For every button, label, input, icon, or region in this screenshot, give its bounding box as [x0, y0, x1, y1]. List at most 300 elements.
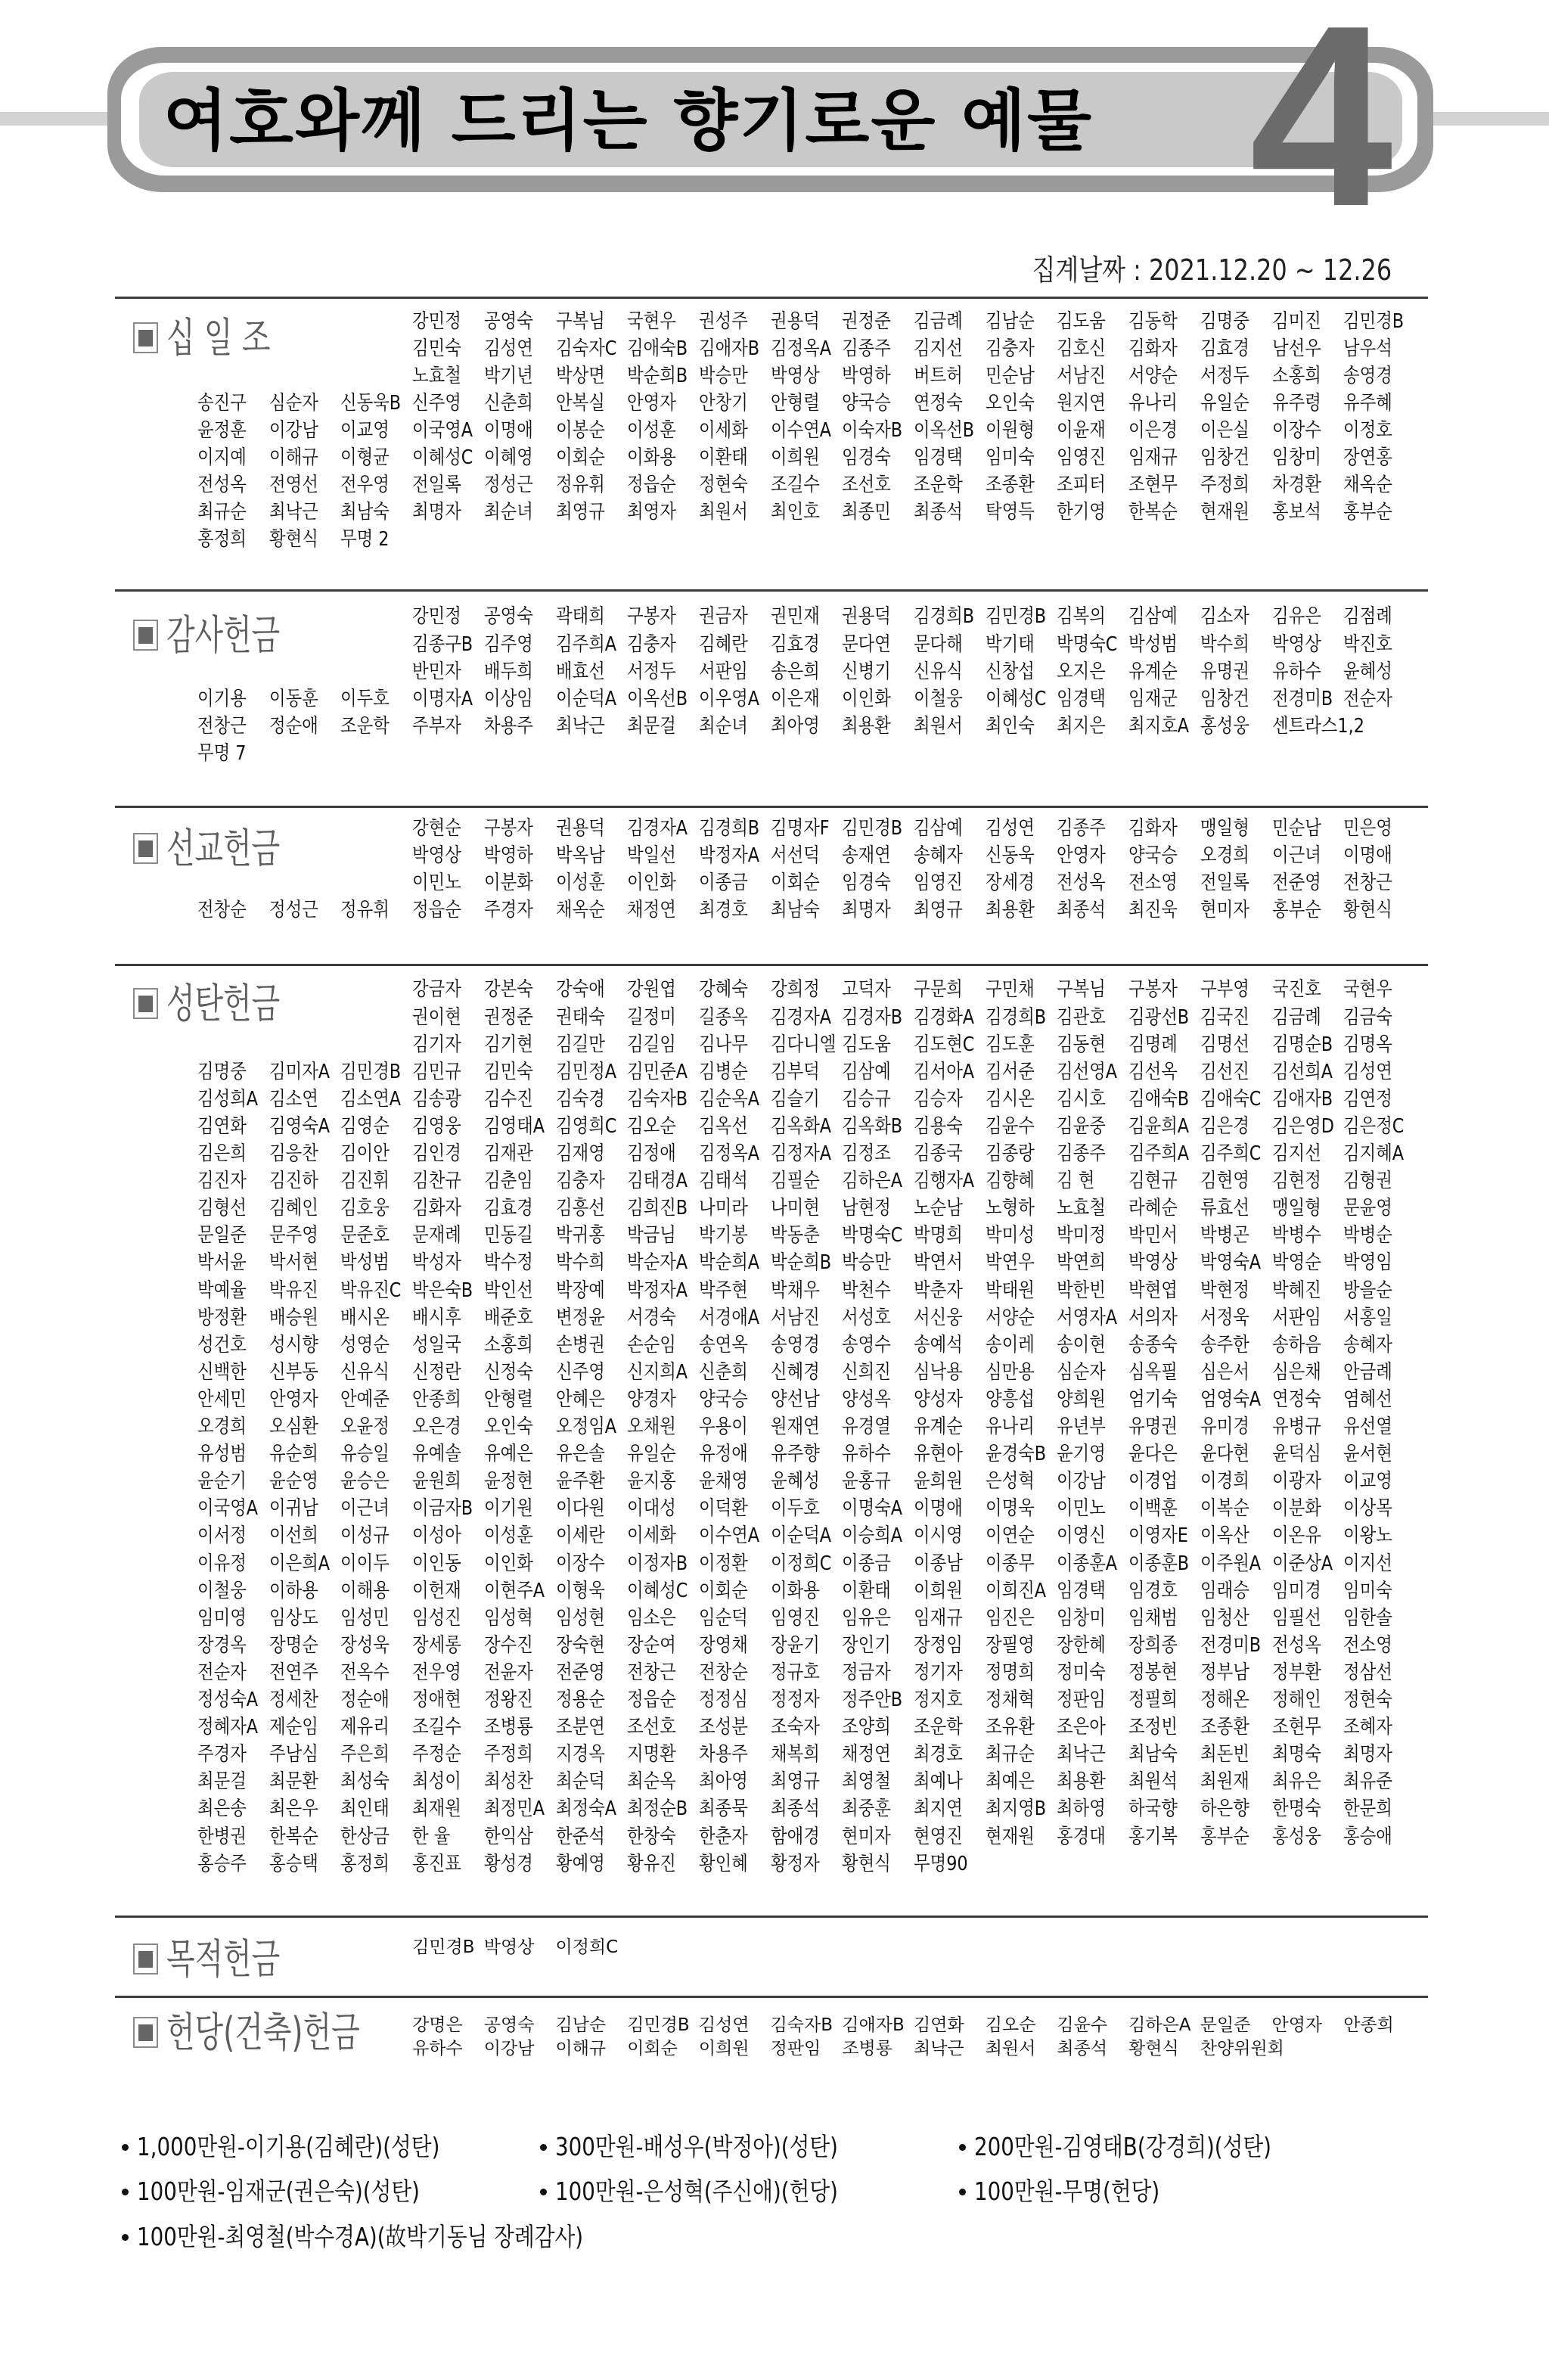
- donor-name: 문다연: [842, 632, 892, 656]
- donor-name: 김영태A: [483, 1114, 545, 1138]
- donor-name: 신창섭: [985, 660, 1035, 683]
- donor-name: 최원서: [914, 715, 963, 738]
- donor-name: 서성호: [842, 1306, 892, 1329]
- bullet-icon: [540, 2144, 547, 2151]
- donor-name: 라혜순: [1128, 1197, 1178, 1220]
- donor-name: 양선남: [770, 1387, 820, 1411]
- donor-name: 박기태: [985, 632, 1035, 656]
- donor-name: 서홍일: [1343, 1306, 1392, 1329]
- donor-name: 임경택: [914, 446, 963, 470]
- donor-name: 박영상: [770, 365, 820, 388]
- donor-name: 김소자: [1200, 605, 1249, 629]
- donor-name: 김경자A: [627, 817, 688, 840]
- donor-name: 김명중: [197, 1060, 247, 1083]
- donor-name: 구봉자: [627, 605, 676, 629]
- donor-name: 구복님: [555, 310, 605, 334]
- donor-name: 성시향: [269, 1333, 318, 1356]
- donor-name: 임성민: [340, 1606, 390, 1630]
- donor-name: 이은재: [770, 688, 820, 710]
- donor-name: 유명권: [1128, 1415, 1178, 1438]
- donor-name: 유순희: [269, 1443, 318, 1466]
- donor-name: 조운학: [340, 715, 390, 738]
- donor-name: 안형렬: [770, 392, 820, 415]
- donor-name: 최명자: [1343, 1743, 1392, 1766]
- donor-name: 손병권: [555, 1333, 605, 1356]
- donor-name: 이혜성C: [627, 1579, 688, 1602]
- donor-name: 김형선: [197, 1197, 247, 1220]
- donation-note-text: 200만원-김영태B(강경희)(성탄): [974, 2132, 1271, 2161]
- donor-name: 장순여: [627, 1633, 676, 1657]
- donor-name: 조운학: [914, 1716, 963, 1739]
- donor-name: 임성진: [412, 1606, 461, 1630]
- donor-name: 김화자: [1128, 817, 1178, 840]
- donor-name: 홍승애: [1343, 1825, 1392, 1848]
- donor-name: 박서현: [269, 1251, 318, 1275]
- donor-name: 신지희A: [627, 1360, 688, 1384]
- donor-name: 최인태: [340, 1797, 390, 1821]
- donor-name: 이민노: [412, 872, 461, 895]
- donor-name: 황현식: [269, 528, 318, 552]
- donor-name: 정애현: [412, 1689, 461, 1711]
- donor-name: 김성연: [1343, 1060, 1392, 1083]
- donor-name: 김현정: [1271, 1170, 1321, 1193]
- donor-name: 강민정: [412, 310, 461, 334]
- donor-name: 박춘자: [914, 1279, 963, 1302]
- donor-name: 문윤영: [1343, 1197, 1392, 1220]
- donor-name: 이기용: [197, 688, 247, 710]
- donor-name: 우용이: [698, 1415, 748, 1438]
- donor-name: 김효경: [770, 632, 820, 656]
- donor-name: 송영경: [1343, 365, 1392, 388]
- donor-name: 전창근: [197, 715, 247, 738]
- donor-name: 조길수: [412, 1716, 461, 1739]
- donor-name: 김시호: [1057, 1087, 1107, 1111]
- donor-name: 센트라스1,2: [1271, 715, 1364, 738]
- donor-name: 송혜자: [914, 844, 963, 868]
- donor-name: 김 현: [1057, 1170, 1095, 1193]
- donor-name: 유경열: [842, 1415, 892, 1438]
- donor-name: 정세찬: [269, 1689, 318, 1711]
- donor-name: 김시온: [985, 1087, 1035, 1111]
- donor-name: 송영경: [770, 1333, 820, 1356]
- donor-name: 유주혜: [1343, 392, 1392, 415]
- donor-name: 배시후: [412, 1306, 461, 1329]
- donor-name: 이환태: [842, 1579, 892, 1602]
- donor-name: 이화용: [770, 1579, 820, 1602]
- donor-name: 권금자: [698, 605, 748, 629]
- donor-name: 정명희: [985, 1661, 1035, 1684]
- donor-name: 전준영: [1271, 872, 1321, 895]
- donor-name: 최문환: [269, 1770, 318, 1794]
- donor-name: 김경희B: [914, 605, 975, 629]
- donor-name: 정읍순: [627, 474, 676, 497]
- donor-name: 이이두: [340, 1552, 390, 1575]
- donor-name: 박천수: [842, 1279, 892, 1302]
- donor-name: 문일준: [1200, 2015, 1251, 2036]
- donor-name: 임창건: [1200, 688, 1249, 710]
- donor-name: 이혜성C: [985, 688, 1047, 710]
- donor-name: 채정연: [842, 1743, 892, 1766]
- donor-name: 김성연: [985, 817, 1035, 840]
- donor-name: 이근녀: [340, 1497, 390, 1521]
- donor-name: 강민정: [412, 605, 461, 629]
- donor-name: 황예영: [555, 1852, 605, 1875]
- donor-name: 김오순: [985, 2015, 1036, 2036]
- donor-name: 김기현: [483, 1033, 533, 1056]
- donor-name: 주경자: [483, 899, 533, 922]
- donor-name: 이세화: [698, 419, 748, 443]
- donor-name: 최성숙: [340, 1770, 390, 1794]
- donor-name: 이회순: [555, 446, 605, 470]
- donor-name: 이정자B: [627, 1552, 688, 1575]
- donor-name: 서선덕: [770, 844, 820, 868]
- donor-name: 최원서: [985, 2039, 1036, 2059]
- donor-name: 전우영: [340, 474, 390, 497]
- donor-name: 송이레: [985, 1333, 1035, 1356]
- donor-name: 이철웅: [914, 688, 963, 710]
- donor-name: 박미정: [1057, 1224, 1107, 1247]
- donor-name: 안창기: [698, 392, 748, 415]
- donor-name: 김병순: [698, 1060, 748, 1083]
- donor-name: 원재연: [770, 1415, 820, 1438]
- donor-name: 황현식: [1343, 899, 1392, 922]
- donor-name: 변정윤: [555, 1306, 605, 1329]
- donor-name: 조현무: [1128, 474, 1178, 497]
- donor-name: 이주원A: [1200, 1552, 1261, 1575]
- donor-name: 채정연: [627, 899, 676, 922]
- donor-name: 배준호: [483, 1306, 533, 1329]
- donor-name: 권민재: [770, 605, 820, 629]
- donor-name: 김종주: [1057, 1142, 1107, 1165]
- donor-name: 박한빈: [1057, 1279, 1107, 1302]
- donor-name: 김민규: [412, 1060, 461, 1083]
- donor-name: 조성분: [698, 1716, 748, 1739]
- donor-name: 김금례: [1271, 1005, 1321, 1029]
- donor-name: 신유식: [340, 1360, 390, 1384]
- donor-name: 민동길: [483, 1224, 533, 1247]
- donor-name: 전창순: [698, 1661, 748, 1684]
- donor-name: 박명숙C: [1057, 632, 1118, 656]
- donor-name: 김진자: [197, 1170, 247, 1193]
- donor-name: 김주희A: [555, 632, 616, 656]
- donor-name: 박영상: [1271, 632, 1321, 656]
- donor-name: 정필희: [1128, 1689, 1178, 1711]
- donor-name: 박정자A: [698, 844, 759, 868]
- donor-name: 최지호A: [1128, 715, 1190, 738]
- issue-number: 4: [1249, 0, 1393, 260]
- donor-name: 최문걸: [627, 715, 676, 738]
- donor-name: 이옥선B: [627, 688, 688, 710]
- donor-name: 최순녀: [698, 715, 748, 738]
- donor-name: 김민경B: [985, 605, 1046, 629]
- donation-note-text: 100만원-최영철(박수경A)(故박기동님 장례감사): [137, 2222, 584, 2251]
- donor-name: 윤정훈: [197, 419, 247, 443]
- donor-name: 이희원: [770, 446, 820, 470]
- donor-name: 조선호: [842, 474, 892, 497]
- donor-name: 구봉자: [483, 817, 533, 840]
- donor-name: 김기자: [412, 1033, 461, 1056]
- donor-name: 홍부순: [1271, 899, 1321, 922]
- donor-name: 박인선: [483, 1279, 533, 1302]
- donor-name: 윤희원: [914, 1470, 963, 1493]
- donor-name: 강본숙: [483, 978, 533, 1002]
- donor-name: 이회순: [627, 2039, 678, 2059]
- donor-name: 최명자: [412, 501, 461, 524]
- section-label: [133, 611, 436, 659]
- donor-name: 임영진: [914, 872, 963, 895]
- donor-name: 김주희A: [1128, 1142, 1190, 1165]
- donor-name: 장성욱: [340, 1633, 390, 1657]
- bullet-icon: [959, 2189, 966, 2195]
- donor-name: 김현규: [1128, 1170, 1178, 1193]
- donor-name: 김승규: [842, 1087, 892, 1111]
- donor-name: 김찬규: [412, 1170, 461, 1193]
- donor-name: 김응찬: [269, 1142, 318, 1165]
- donor-name: 이덕환: [698, 1497, 748, 1521]
- donor-name: 김경자A: [770, 1005, 831, 1029]
- donor-name: 정성숙A: [197, 1689, 259, 1711]
- donor-name: 한복순: [269, 1825, 318, 1848]
- donor-name: 김옥화A: [770, 1114, 831, 1138]
- donor-name: 장한혜: [1057, 1633, 1107, 1657]
- donor-name: 주정희: [483, 1743, 533, 1766]
- donor-name: 노형하: [985, 1197, 1035, 1220]
- donor-name: 윤승은: [340, 1470, 390, 1493]
- donor-name: 서양순: [985, 1306, 1035, 1329]
- donor-name: 최종석: [770, 1797, 820, 1821]
- donor-name: 안영자: [1057, 844, 1107, 868]
- section-label: [133, 314, 436, 362]
- donor-name: 김충자: [555, 1170, 605, 1193]
- donor-name: 정판임: [1057, 1689, 1107, 1711]
- donor-name: 이종남: [914, 1552, 963, 1575]
- donor-name: 이민노: [1057, 1497, 1107, 1521]
- donor-name: 최영규: [770, 1770, 820, 1794]
- donor-name: 주남심: [269, 1743, 318, 1766]
- donor-name: 이강남: [483, 2039, 535, 2059]
- donor-name: 김삼예: [914, 817, 963, 840]
- donor-name: 전순자: [1343, 688, 1392, 710]
- donor-name: 조분연: [555, 1716, 605, 1739]
- donor-name: 최명숙: [1271, 1743, 1321, 1766]
- donor-name: 지경옥: [555, 1743, 605, 1766]
- donor-name: 김영웅: [412, 1114, 461, 1138]
- donor-name: 최순옥: [627, 1770, 676, 1794]
- donor-name: 이헌재: [412, 1579, 461, 1602]
- donor-name: 배승원: [269, 1306, 318, 1329]
- donor-name: 제순임: [269, 1716, 318, 1739]
- donor-name: 김춘임: [483, 1170, 533, 1193]
- donor-name: 신동욱B: [340, 392, 402, 415]
- donation-note: [122, 2132, 530, 2162]
- donor-name: 정현숙: [698, 474, 748, 497]
- donor-name: 이상목: [1343, 1497, 1392, 1521]
- donation-note-text: 100만원-무명(헌당): [974, 2176, 1160, 2206]
- donor-name: 서영자A: [1057, 1306, 1118, 1329]
- donor-name: 제유리: [340, 1716, 390, 1739]
- donor-name: 이종금: [842, 1552, 892, 1575]
- donor-name: 김점례: [1343, 605, 1392, 629]
- donor-name: 신유식: [914, 660, 963, 683]
- donor-name: 홍성웅: [1271, 1825, 1321, 1848]
- donor-name: 김소연A: [340, 1087, 402, 1111]
- donor-name: 김윤희A: [1128, 1114, 1190, 1138]
- donor-name: 이세화: [627, 1524, 676, 1548]
- donor-name: 박명숙C: [842, 1224, 903, 1247]
- donor-name: 박병수: [1271, 1224, 1321, 1247]
- donor-name: 이지선: [1343, 1552, 1392, 1575]
- donor-name: 정왕진: [483, 1689, 533, 1711]
- donor-name: 박병순: [1343, 1224, 1392, 1247]
- donation-note-text: 300만원-배성우(박정아)(성탄): [555, 2132, 838, 2161]
- donor-name: 곽태희: [555, 605, 605, 629]
- donor-name: 박순희B: [770, 1251, 831, 1275]
- donor-name: 정채혁: [985, 1689, 1035, 1711]
- donor-name: 강금자: [412, 978, 461, 1002]
- donor-name: 유주령: [1271, 392, 1321, 415]
- donor-name: 공영숙: [483, 2015, 535, 2036]
- donor-name: 홍성웅: [1200, 715, 1249, 738]
- donor-name: 김태경A: [627, 1170, 688, 1193]
- section-building-fund: [0, 1998, 1549, 2089]
- donor-name: 현재원: [1200, 501, 1249, 524]
- donor-name: 유병규: [1271, 1415, 1321, 1438]
- donor-name: 유계순: [1128, 660, 1178, 683]
- donor-name: 박상면: [555, 365, 605, 388]
- donor-name: 김하은A: [1128, 2015, 1191, 2036]
- donor-name: 김연정: [1343, 1087, 1392, 1111]
- donor-name: 임영진: [770, 1606, 820, 1630]
- donor-name: 김슬기: [770, 1087, 820, 1111]
- donor-name: 송주한: [1200, 1333, 1249, 1356]
- donor-name: 조피터: [1057, 474, 1107, 497]
- donor-name: 김하은A: [842, 1170, 903, 1193]
- donor-name: 조선호: [627, 1716, 676, 1739]
- donor-name: 최순덕: [555, 1770, 605, 1794]
- donor-name: 신희진: [842, 1360, 892, 1384]
- donor-name: 김복의: [1057, 605, 1107, 629]
- donor-name: 김광선B: [1128, 1005, 1190, 1029]
- donor-name: 최낙근: [555, 715, 605, 738]
- donor-name: 김영희C: [555, 1114, 616, 1138]
- donor-name: 현영진: [914, 1825, 963, 1848]
- donor-name: 최하영: [1057, 1797, 1107, 1821]
- donor-name: 안혜은: [555, 1387, 605, 1411]
- donor-name: 김나무: [698, 1033, 748, 1056]
- donor-name: 김정자A: [770, 1142, 831, 1165]
- donor-name: 주정순: [412, 1743, 461, 1766]
- donor-name: 이인화: [627, 872, 676, 895]
- donor-name: 나미현: [770, 1197, 820, 1220]
- bullet-icon: [122, 2189, 129, 2195]
- donor-name: 김윤수: [1057, 2015, 1108, 2036]
- donor-name: 임미숙: [985, 446, 1035, 470]
- donor-name: 김서아A: [914, 1060, 975, 1083]
- donor-name: 이금자B: [412, 1497, 473, 1521]
- donor-name: 조정빈: [1128, 1716, 1178, 1739]
- donor-name: 권정준: [842, 310, 892, 334]
- donor-name: 윤다현: [1200, 1443, 1249, 1466]
- donor-name: 최돈빈: [1200, 1743, 1249, 1766]
- donor-name: 이국영A: [197, 1497, 259, 1521]
- donor-name: 이화용: [627, 446, 676, 470]
- donor-name: 최인호: [770, 501, 820, 524]
- donor-name: 유현아: [914, 1443, 963, 1466]
- donor-name: 조길수: [770, 474, 820, 497]
- donor-name: 이종무: [985, 1552, 1035, 1575]
- donor-name: 김삼예: [1128, 605, 1178, 629]
- donor-name: 김향혜: [985, 1170, 1035, 1193]
- section-title: 선교헌금: [166, 825, 281, 872]
- donor-name: 신백한: [197, 1360, 247, 1384]
- donor-name: 김동학: [1128, 310, 1178, 334]
- donor-name: 임경숙: [842, 446, 892, 470]
- donor-name: 함애경: [770, 1825, 820, 1848]
- donor-name: 김호신: [1057, 337, 1107, 361]
- donor-name: 신주영: [412, 392, 461, 415]
- donor-name: 안세민: [197, 1387, 247, 1411]
- donation-note: [540, 2132, 948, 2162]
- donor-name: 이정희C: [555, 1937, 619, 1958]
- donor-name: 이회순: [698, 1579, 748, 1602]
- donor-name: 김경화A: [914, 1005, 975, 1029]
- donor-name: 김길임: [627, 1033, 676, 1056]
- donor-name: 김경희B: [698, 817, 760, 840]
- donor-name: 장희종: [1128, 1633, 1178, 1657]
- donor-name: 연정숙: [1271, 1387, 1321, 1411]
- donor-name: 이해규: [555, 2039, 607, 2059]
- donor-name: 문주영: [269, 1224, 318, 1247]
- donor-name: 최원석: [1128, 1770, 1178, 1794]
- donor-name: 김금숙: [1343, 1005, 1392, 1029]
- donor-name: 정부환: [1271, 1661, 1321, 1684]
- donor-name: 오심환: [269, 1415, 318, 1438]
- donor-name: 박영숙A: [1200, 1251, 1261, 1275]
- donor-name: 탁영득: [985, 501, 1035, 524]
- donor-name: 홍승택: [269, 1852, 318, 1875]
- donor-name: 오은경: [412, 1415, 461, 1438]
- donor-name: 윤혜성: [1343, 660, 1392, 683]
- donor-name: 이명애: [1343, 844, 1392, 868]
- donor-name: 윤순기: [197, 1470, 247, 1493]
- donor-name: 전소영: [1128, 872, 1178, 895]
- donor-name: 황현식: [842, 1852, 892, 1875]
- donor-name: 유성범: [197, 1443, 247, 1466]
- donor-name: 김은영D: [1271, 1114, 1334, 1138]
- donor-name: 조병룡: [842, 2039, 892, 2059]
- donor-name: 최종묵: [698, 1797, 748, 1821]
- donor-name: 이강남: [1057, 1470, 1107, 1493]
- donor-name: 임재규: [1128, 446, 1178, 470]
- donor-name: 이혜성C: [412, 446, 473, 470]
- donor-name: 윤홍규: [842, 1470, 892, 1493]
- donor-name: 박정자A: [627, 1279, 688, 1302]
- donation-note: [959, 2132, 1367, 2162]
- donor-name: 최지은: [1057, 715, 1107, 738]
- donor-name: 김경희B: [985, 1005, 1046, 1029]
- donor-name: 김정애: [627, 1142, 676, 1165]
- donor-name: 정순애: [269, 715, 318, 738]
- donor-name: 박성범: [340, 1251, 390, 1275]
- donor-name: 김형권: [1343, 1170, 1392, 1193]
- donor-name: 송연옥: [698, 1333, 748, 1356]
- donor-name: 김선영A: [1057, 1060, 1118, 1083]
- donor-name: 임경숙: [842, 872, 892, 895]
- donor-name: 김옥화B: [842, 1114, 903, 1138]
- donor-name: 김종랑: [985, 1142, 1035, 1165]
- donor-name: 임성현: [555, 1606, 605, 1630]
- donor-name: 심은채: [1271, 1360, 1321, 1384]
